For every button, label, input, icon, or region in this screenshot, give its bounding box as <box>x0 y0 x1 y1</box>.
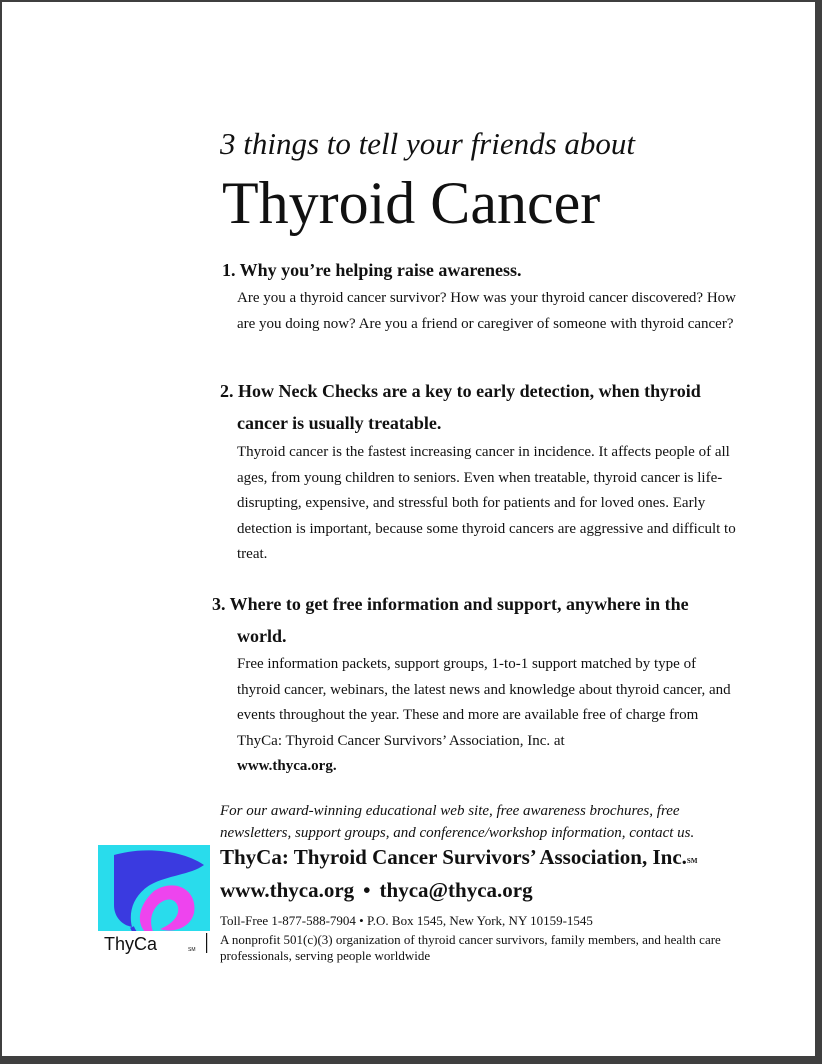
organization-email[interactable]: thyca@thyca.org <box>379 878 533 902</box>
organization-service-mark: SM <box>686 857 698 865</box>
thyca-logo <box>98 845 210 955</box>
section-3-heading-line-2: world. <box>237 626 287 646</box>
organization-name <box>220 845 697 870</box>
section-2-body: Thyroid cancer is the fastest increasing cancer in incidence. It affects people of all ages, from young children to seniors. Even when treatable, thyroid cancer is life-disrupting, expensive, and stressful both for patients and for loved ones. Early detection is important, because some thyroid cancers are aggressive and difficult to treat. <box>237 444 736 562</box>
section-3-body-text: Free information packets, support groups, 1-to-1 support matched by type of thyroid cancer, webinars, the latest news and knowledge about thyroid cancer, and events throughout the year. These and more are available free of charge from ThyCa: Thyroid Cancer Survivors’ Association, Inc. at <box>237 656 731 749</box>
toll-free-address: Toll-Free 1-877-588-7904 • P.O. Box 1545, New York, NY 10159-1545 <box>220 913 593 928</box>
promo-line-2: newsletters, support groups, and conference/workshop information, contact us. <box>220 825 695 841</box>
organization-name-text: ThyCa: Thyroid Cancer Survivors’ Association, Inc. <box>220 845 687 869</box>
section-3-body <box>237 652 737 780</box>
organization-contact-line <box>220 878 533 903</box>
document-page <box>2 2 815 1056</box>
logo-wordmark: ThyCa <box>104 934 158 954</box>
promo-line-1: For our award-winning educational web site, free awareness brochures, free <box>220 803 680 819</box>
section-3-heading <box>212 588 722 652</box>
thyca-logo-graphic <box>98 845 210 955</box>
section-2-heading-line-2: cancer is usually treatable. <box>237 413 442 433</box>
nonprofit-statement: A nonprofit 501(c)(3) organization of thyroid cancer survivors, family members, and health care professionals, serving people worldwide <box>220 932 721 963</box>
section-3-heading-line-1: 3. Where to get free information and support, anywhere in the <box>212 594 689 614</box>
section-3-website-link[interactable]: www.thyca.org. <box>237 758 337 774</box>
logo-divider <box>206 933 207 953</box>
organization-website[interactable]: www.thyca.org <box>220 878 355 902</box>
section-1-body: Are you a thyroid cancer survivor? How was your thyroid cancer discovered? How are you doing now? Are you a friend or caregiver of someone with thyroid cancer? <box>237 290 736 332</box>
section-2-heading-line-1: 2. How Neck Checks are a key to early detection, when thyroid <box>220 381 701 401</box>
promo-text <box>220 800 760 844</box>
section-2-heading <box>220 375 730 439</box>
document-subtitle: 3 things to tell your friends about <box>220 126 636 161</box>
section-1-heading: 1. Why you’re helping raise awareness. <box>222 260 522 280</box>
bullet-separator: • <box>363 878 371 902</box>
document-title: Thyroid Cancer <box>222 170 601 236</box>
logo-service-mark: SM <box>188 947 196 953</box>
